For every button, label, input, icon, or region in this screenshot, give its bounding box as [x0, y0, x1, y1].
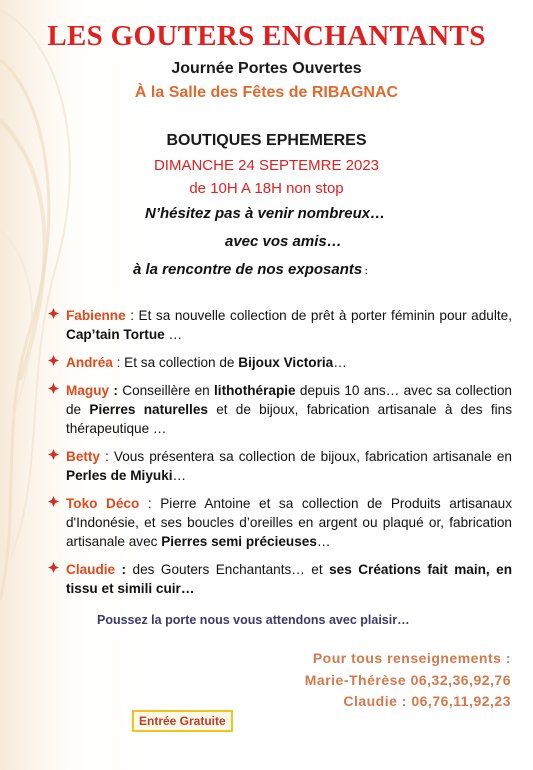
- list-item: [48, 381, 512, 438]
- diamond-bullet-icon: [48, 562, 59, 573]
- exhibitor-text: depuis 10 ans… avec sa collection de: [66, 383, 512, 417]
- event-name: BOUTIQUES EPHEMERES: [166, 132, 367, 149]
- invitation-line-3-colon: :: [362, 266, 368, 276]
- diamond-bullet-icon: [48, 383, 59, 394]
- invitation-line-1: N’hésitez pas à venir nombreux…: [145, 205, 386, 222]
- info-title: Pour tous renseignements :: [312, 650, 511, 666]
- list-item: [48, 306, 512, 344]
- exhibitor-name: Toko Déco: [66, 496, 140, 511]
- exhibitor-text: , en tissu et simili cuir: [66, 562, 513, 596]
- invitation-line-2: avec vos amis…: [225, 233, 342, 250]
- exhibitor-name: Andréa: [66, 355, 113, 370]
- exhibitor-text: :: [109, 383, 123, 398]
- exhibitor-name: Betty: [66, 449, 100, 464]
- free-entry-badge: Entrée Gratuite: [132, 710, 233, 732]
- diamond-bullet-icon: [48, 308, 59, 319]
- venue-line: À la Salle des Fêtes de RIBAGNAC: [134, 84, 399, 101]
- diamond-bullet-icon: [48, 496, 59, 507]
- diamond-bullet-icon: [48, 449, 59, 460]
- invitation-line-3: [133, 261, 368, 278]
- exhibitor-text: : Et sa collection de: [112, 355, 239, 370]
- exhibitor-brand: Bijoux Victoria: [238, 355, 334, 370]
- welcome-message: Poussez la porte nous vous attendons avec plaisir…: [97, 613, 410, 627]
- exhibitor-brand: ses Créations fait main: [329, 562, 486, 577]
- exhibitor-brand: Perles de Miyuki: [66, 468, 173, 483]
- event-hours: de 10H A 18H non stop: [189, 180, 344, 197]
- exhibitor-name: Maguy: [66, 383, 110, 398]
- exhibitor-text: …: [164, 327, 183, 342]
- invitation-line-3-text: à la rencontre de nos exposants: [133, 261, 363, 278]
- contact-marie-therese: Marie-Thérèse 06,32,36,92,76: [304, 672, 511, 688]
- exhibitor-text: …: [333, 355, 347, 370]
- event-date: DIMANCHE 24 SEPTEMRE 2023: [153, 157, 380, 174]
- contact-claudie: Claudie : 06,76,11,92,23: [343, 693, 511, 709]
- exhibitor-brand: lithothérapie: [214, 383, 296, 398]
- exhibitor-brand: Cap’tain Tortue: [66, 327, 165, 342]
- exhibitor-text: …: [180, 581, 195, 596]
- exhibitor-text: …: [172, 468, 187, 483]
- list-item: [48, 447, 512, 485]
- list-item: [48, 494, 512, 551]
- flyer-title: LES GOUTERS ENCHANTANTS: [47, 20, 486, 52]
- exhibitor-text: …: [316, 534, 331, 549]
- open-day-subtitle: Journée Portes Ouvertes: [171, 60, 362, 77]
- list-item: [48, 353, 512, 372]
- exhibitor-text: : Pierre Antoine et sa collection de Produits artisanaux d'Indonésie, et ses boucles d’oreilles en argent ou plaqué or, fabrication artisanale avec: [66, 496, 512, 549]
- exhibitor-name: Claudie: [66, 562, 116, 577]
- exhibitor-name: Fabienne: [66, 308, 126, 323]
- exhibitor-brand: Pierres semi précieuses: [161, 534, 317, 549]
- exhibitor-text: Conseillère en: [122, 383, 215, 398]
- exhibitor-brand: Pierres naturelles: [89, 402, 208, 417]
- list-item: [48, 560, 512, 598]
- exhibitor-text: : Et sa nouvelle collection de prêt à porter féminin pour adulte,: [125, 308, 512, 323]
- exhibitor-text: :: [115, 562, 133, 577]
- diamond-bullet-icon: [48, 355, 59, 366]
- exhibitor-text: : Vous présentera sa collection de bijoux, fabrication artisanale en: [100, 449, 512, 464]
- exhibitor-text: et de bijoux, fabrication artisanale à des fins thérapeutique …: [66, 402, 512, 436]
- exhibitor-list: [48, 306, 512, 607]
- exhibitor-text: des Gouters Enchantants… et: [132, 562, 330, 577]
